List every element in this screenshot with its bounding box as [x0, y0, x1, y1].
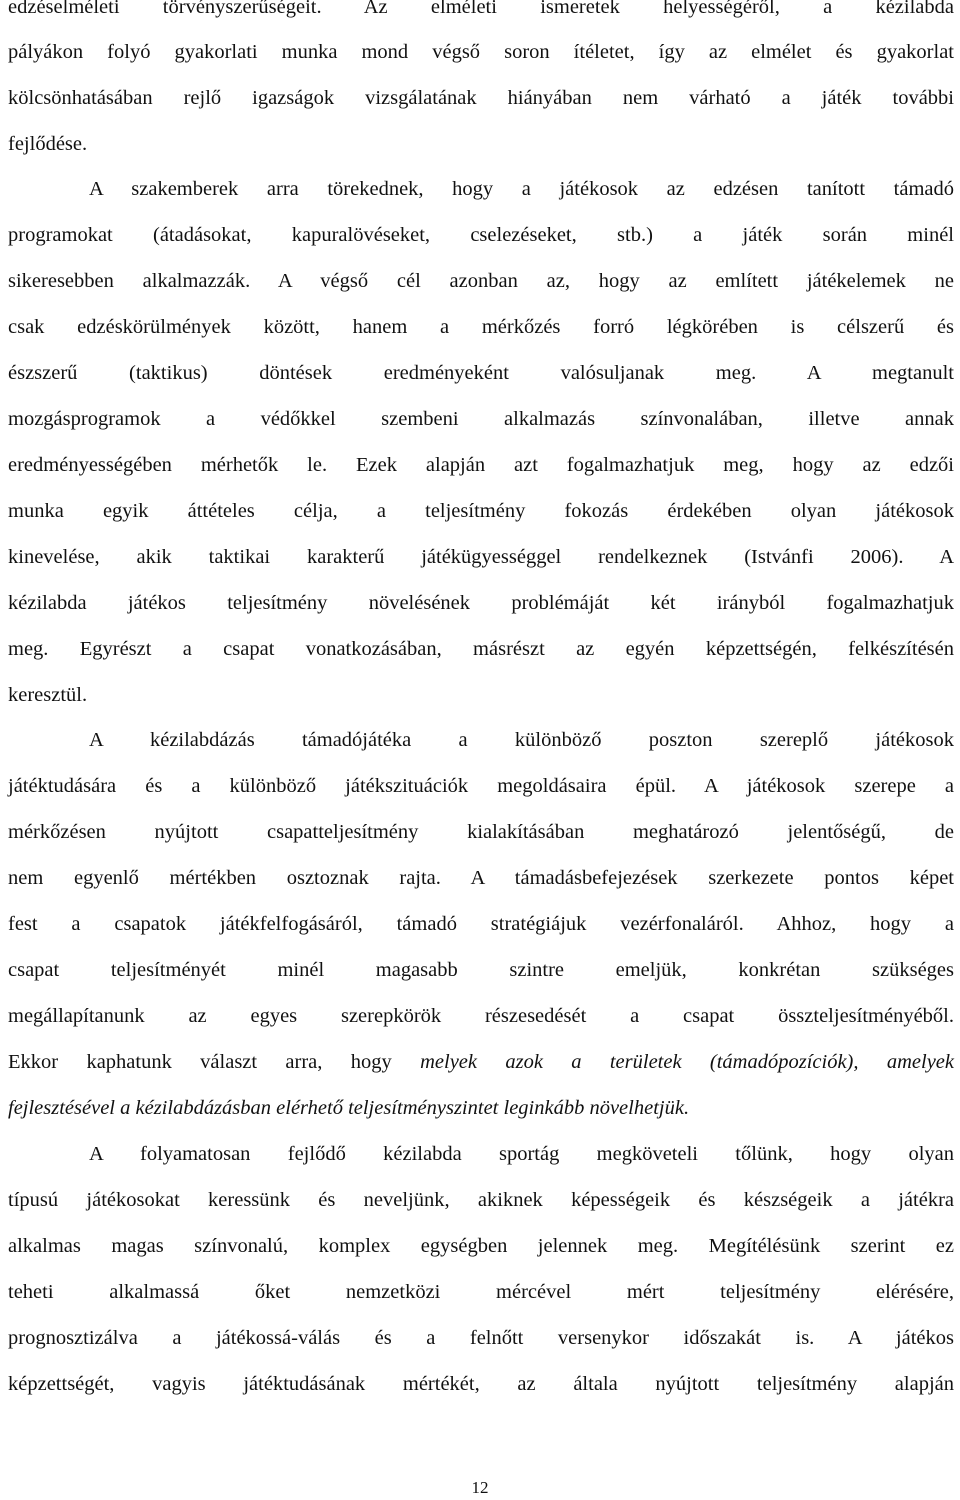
text-line-content: típusú játékosokat keressünk és neveljünk, akiknek képességeik és készségeik a játékra: [8, 1189, 954, 1211]
text-line: [8, 955, 954, 985]
text-line: [8, 266, 954, 296]
text-line: [8, 174, 954, 204]
text-line: [8, 450, 954, 480]
page-number: 12: [471, 1478, 489, 1497]
text-line: [8, 1323, 954, 1353]
text-line-content: eredményességében mérhetők le. Ezek alapján azt fogalmazhatjuk meg, hogy az edzői: [8, 454, 954, 476]
text-line-content: játéktudására és a különböző játékszituációk megoldásaira épül. A játékosok szerepe a: [8, 775, 954, 797]
text-line-content: pályákon folyó gyakorlati munka mond végső soron ítéletet, így az elmélet és gyakorlat: [8, 41, 954, 63]
text-line-content: megállapítanunk az egyes szerepkörök részesedését a csapat összteljesítményéből.: [8, 1005, 954, 1027]
text-line-content: kézilabda játékos teljesítmény növelésének problémáját két irányból fogalmazhatjuk: [8, 592, 954, 614]
text-line-content: A szakemberek arra törekednek, hogy a játékosok az edzésen tanított támadó: [89, 178, 954, 200]
text-line-content: mozgásprogramok a védőkkel szembeni alkalmazás színvonalában, illetve annak: [8, 408, 954, 430]
text-line: [8, 312, 954, 342]
text-line: [8, 1277, 954, 1307]
text-line: [8, 1047, 954, 1077]
text-line: [8, 1185, 954, 1215]
text-line: [8, 220, 954, 250]
text-line-content: képzettségét, vagyis játéktudásának mértékét, az általa nyújtott teljesítmény alapján: [8, 1373, 954, 1395]
text-line-content: fejlődése.: [8, 133, 88, 155]
text-line-content: kölcsönhatásában rejlő igazságok vizsgálatának hiányában nem várható a játék további: [8, 87, 954, 109]
emphasized-text: melyek azok a területek (támadópozíciók), amelyek: [420, 1051, 954, 1073]
text-line-content: alkalmas magas színvonalú, komplex egységben jelennek meg. Megítélésünk szerint ez: [8, 1235, 954, 1257]
text-line-content: munka egyik áttételes célja, a teljesítmény fokozás érdekében olyan játékosok: [8, 500, 954, 522]
text-line: [8, 0, 954, 22]
text-line-content: keresztül.: [8, 684, 88, 706]
text-line: [8, 542, 954, 572]
text-line-content: edzéselméleti törvényszerűségeit. Az elméleti ismeretek helyességéről, a kézilabda: [8, 0, 954, 18]
text-line-content: észszerű (taktikus) döntések eredményeként valósuljanak meg. A megtanult: [8, 362, 954, 384]
text-line-content: A folyamatosan fejlődő kézilabda sportág megköveteli tőlünk, hogy olyan: [89, 1143, 954, 1165]
text-line-content: fest a csapatok játékfelfogásáról, támadó stratégiájuk vezérfonaláról. Ahhoz, hogy a: [8, 913, 954, 935]
text-line: [8, 1139, 954, 1169]
text-line: [8, 37, 954, 67]
emphasized-text: fejlesztésével a kézilabdázásban elérhető teljesítményszintet leginkább növelhetjük.: [8, 1097, 690, 1119]
text-line-content: nem egyenlő mértékben osztoznak rajta. A támadásbefejezések szerkezete pontos képet: [8, 867, 954, 889]
text-line-content: csak edzéskörülmények között, hanem a mérkőzés forró légkörében is célszerű és: [8, 316, 954, 338]
text-line: [8, 404, 954, 434]
text-line-content: A kézilabdázás támadójátéka a különböző poszton szereplő játékosok: [89, 729, 954, 751]
text-line-content: sikeresebben alkalmazzák. A végső cél azonban az, hogy az említett játékelemek ne: [8, 270, 954, 292]
text-line: [8, 1369, 954, 1399]
text-line-content: meg. Egyrészt a csapat vonatkozásában, másrészt az egyén képzettségén, felkészítésén: [8, 638, 954, 660]
text-line: [8, 725, 954, 755]
text-line: [8, 634, 954, 664]
text-line-content: kinevelése, akik taktikai karakterű játékügyességgel rendelkeznek (Istvánfi 2006). A: [8, 546, 954, 568]
text-line: [8, 1093, 954, 1123]
text-line: [8, 771, 954, 801]
text-line: [8, 83, 954, 113]
text-line: [8, 358, 954, 388]
text-line: [8, 680, 954, 710]
text-line: [8, 817, 954, 847]
text-line: [8, 909, 954, 939]
text-line-content: Ekkor kaphatunk választ arra, hogy: [8, 1051, 421, 1073]
text-line: [8, 1231, 954, 1261]
text-line: [8, 129, 954, 159]
text-line: [8, 1001, 954, 1031]
text-line-content: programokat (átadásokat, kapuralövéseket, cselezéseket, stb.) a játék során minél: [8, 224, 954, 246]
text-line: [8, 588, 954, 618]
text-line-content: prognosztizálva a játékossá-válás és a felnőtt versenykor időszakát is. A játékos: [8, 1327, 954, 1349]
text-line: [8, 496, 954, 526]
text-line-content: csapat teljesítményét minél magasabb szintre emeljük, konkrétan szükséges: [8, 959, 954, 981]
text-line-content: teheti alkalmassá őket nemzetközi mércével mért teljesítmény elérésére,: [8, 1281, 954, 1303]
text-line: [8, 863, 954, 893]
text-line-content: mérkőzésen nyújtott csapatteljesítmény kialakításában meghatározó jelentőségű, de: [8, 821, 954, 843]
